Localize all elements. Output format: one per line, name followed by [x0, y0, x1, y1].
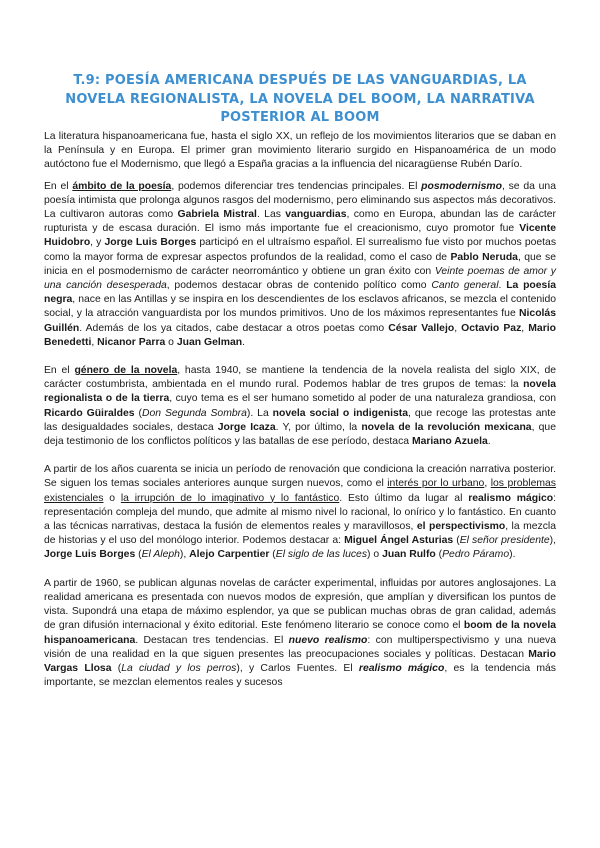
author-name: Mario Vargas Llosa [44, 648, 556, 674]
posmodernismo-term: posmodernismo [421, 180, 502, 192]
boom-term: boom de la novela hispanoamericana [44, 620, 556, 646]
author-name: Ricardo Güiraldes [44, 407, 135, 419]
author-name: Jorge Luis Borges [44, 549, 136, 561]
text-run: : representación compleja del mundo, que admite al mismo nivel lo racional, lo onírico y lo fantástico. En cuanto a las técnicas narrativas, destaca la fusión de elementos reales y maravillosos, [44, 492, 556, 533]
paragraph-poetry [44, 180, 556, 350]
text-run: , se da una poesía intimista que prolonga algunos rasgos del modernismo, pero eliminando sus aspectos más decorativos. La cultivaron autoras como [44, 180, 556, 221]
text-run: A partir de los años cuarenta se inicia un período de renovación que condiciona la creación narrativa posterior. Se siguen los temas sociales anteriores aunque surgen nuevos, como el [44, 464, 556, 490]
text-run: , podemos destacar obras de contenido político como [166, 280, 432, 292]
author-name: Juan Gelman [176, 336, 243, 348]
body-text [44, 130, 556, 704]
poesia-negra-term: La poesía negra [44, 280, 556, 306]
realismo-magico-term: realismo mágico [468, 492, 554, 504]
text-run: ). La [246, 407, 273, 419]
text-run: , [484, 478, 491, 490]
author-name: Mariano Azuela [411, 436, 488, 448]
work-title: El siglo de las luces [275, 549, 368, 561]
text-run: . [242, 336, 245, 348]
text-run: , y [90, 237, 105, 249]
author-name: Jorge Luis Borges [104, 237, 197, 249]
text-run: . Esto último da lugar al [339, 492, 469, 504]
author-name: Octavio Paz [461, 322, 522, 334]
text-run: , [454, 322, 462, 334]
author-name: Pablo Neruda [450, 251, 518, 263]
text-run: ( [269, 549, 276, 561]
text-run: , cuyo tema es el ser humano sometido al poder de una naturaleza grandiosa, con [169, 393, 557, 405]
author-name: Nicanor Parra [97, 336, 166, 348]
author-name: Alejo Carpentier [189, 549, 270, 561]
text-run: ( [135, 549, 142, 561]
text-run: o [165, 336, 177, 348]
text-run: ( [435, 549, 443, 561]
text-run: . [487, 436, 491, 448]
text-run: , que deja testimonio de los conflictos políticos y las batallas de ese período, destaca [44, 421, 556, 448]
vanguardias-term: vanguardias [285, 209, 347, 221]
paragraph-renovation [44, 463, 556, 562]
underlined-theme: los problemas existenciales [44, 478, 556, 504]
author-name: Nicolás Guillén [44, 308, 556, 334]
author-name: Miguel Ángel Asturias [344, 535, 454, 547]
text-run: , es la tendencia más importante, se mezclan elementos reales y sucesos [44, 662, 556, 689]
text-run: ), [179, 549, 190, 561]
novel-type-term: novela regionalista o de la tierra [44, 379, 556, 405]
poetry-heading: ámbito de la poesía [72, 180, 172, 192]
work-title: Pedro Páramo [442, 549, 510, 561]
work-title: El señor presidente [459, 535, 550, 547]
text-run: , podemos diferenciar tres tendencias principales. El [171, 180, 422, 192]
text-run: ( [134, 407, 142, 419]
work-title: Canto general [431, 280, 499, 292]
text-run: , [91, 336, 98, 348]
text-run: En el [44, 365, 75, 377]
novel-type-term: novela social o indigenista [272, 407, 409, 419]
text-run: participó en el ultraísmo español. El surrealismo fue visto por muchos poetas como la mayor forma de expresar aspectos profundos de la realidad, como el caso de [44, 237, 557, 263]
work-title: Don Segunda Sombra [141, 407, 247, 419]
text-run: , hasta 1940, se mantiene la tendencia de la novela realista del siglo XIX, de carácter costumbrista, ambientada en el mundo rural. Podemos hablar de tres grupos de temas: la [44, 365, 557, 391]
text-run: . Y, por último, la [275, 421, 362, 433]
author-name: Gabriela Mistral [177, 209, 257, 221]
text-run: o [103, 492, 121, 504]
author-name: Juan Rulfo [382, 549, 436, 561]
text-run: ( [111, 662, 122, 674]
text-run: , que recoge las protestas ante las desigualdades sociales, destaca [44, 407, 556, 433]
text-run: , [521, 322, 529, 334]
page-title: T.9: POESÍA AMERICANA DESPUÉS DE LAS VANGUARDIAS, LA NOVELA REGIONALISTA, LA NOVELA DEL BOOM, LA NARRATIVA POSTERIOR AL BOOM [65, 73, 535, 125]
text-run: : con multiperspectivismo y una nueva visión de una realidad en la que siguen presentes las preocupaciones sociales y políticas. Destacan [44, 634, 556, 660]
author-name: Mario Benedetti [44, 322, 556, 348]
work-title: Veinte poemas de amor y una canción desesperada [44, 265, 557, 292]
novel-type-term: novela de la revolución mexicana [361, 421, 532, 433]
work-title: El Aleph [141, 549, 180, 561]
text-run: . Además de los ya citados, cabe destacar a otros poetas como [79, 322, 389, 334]
author-name: Jorge Icaza [217, 421, 276, 433]
realismo-magico-term: realismo mágico [358, 662, 445, 674]
paragraph-intro [44, 130, 556, 173]
text-run: , como en Europa, abundan las de carácter rupturista y de escasa duración. El ismo más importante fue el creacionismo, cuyo promotor fue [44, 209, 557, 235]
text-run: ), y Carlos Fuentes. El [236, 662, 359, 674]
paragraph-boom [44, 577, 556, 691]
novel-heading: género de la novela [74, 365, 178, 377]
nuevo-realismo-term: nuevo realismo [288, 634, 368, 646]
text-run: . Destacan tres tendencias. El [135, 634, 289, 646]
intro-text: La literatura hispanoamericana fue, hasta el siglo XX, un reflejo de los movimientos literarios que se daban en la Península y en Europa. El primer gran movimiento literario surgido en Hispanoamérica de un modo autóctono fue el Modernismo, que llegó a España gracias a la influencia del nicaragüense Rubén Darío. [44, 131, 556, 171]
text-run: ( [453, 535, 460, 547]
underlined-theme: la irrupción de lo imaginativo y lo fantástico [120, 492, 340, 504]
text-run: , la mezcla de historias y el uso del monólogo interior. Podemos destacar a: [44, 521, 556, 547]
text-run: En el [44, 180, 73, 192]
text-run: A partir de 1960, se publican algunas novelas de carácter experimental, influidas por autores anglosajones. La realidad americana es presentada con nuevos modos de expresión, que amplían y diversifican los puntos de vista. Supondrá una etapa de máximo esplendor, ya que se publican muchas obras de gran calidad, además de gran difusión internacional y éxito editorial. Este fenómeno literario se conoce como el [44, 577, 556, 632]
text-run: . [498, 280, 507, 292]
perspectivismo-term: el perspectivismo [416, 521, 506, 533]
work-title: La ciudad y los perros [121, 662, 237, 674]
author-name: César Vallejo [388, 322, 455, 334]
text-run: ) o [367, 549, 383, 561]
text-run: , que se inicia en el posmodernismo de carácter neorromántico y obtiene un gran éxito con [44, 251, 556, 277]
paragraph-novel [44, 364, 556, 449]
text-run: . Las [256, 209, 286, 221]
underlined-theme: interés por lo urbano [387, 478, 485, 490]
author-name: Vicente Huidobro [44, 223, 556, 249]
text-run: ), [549, 535, 557, 547]
text-run: , nace en las Antillas y se inspira en los descendientes de los esclavos africanos, se mezcla el contenido social, y la atracción vanguardista por los mundos primitivos. Uno de los máximos representantes fue [44, 294, 556, 320]
text-run: ). [509, 549, 516, 561]
